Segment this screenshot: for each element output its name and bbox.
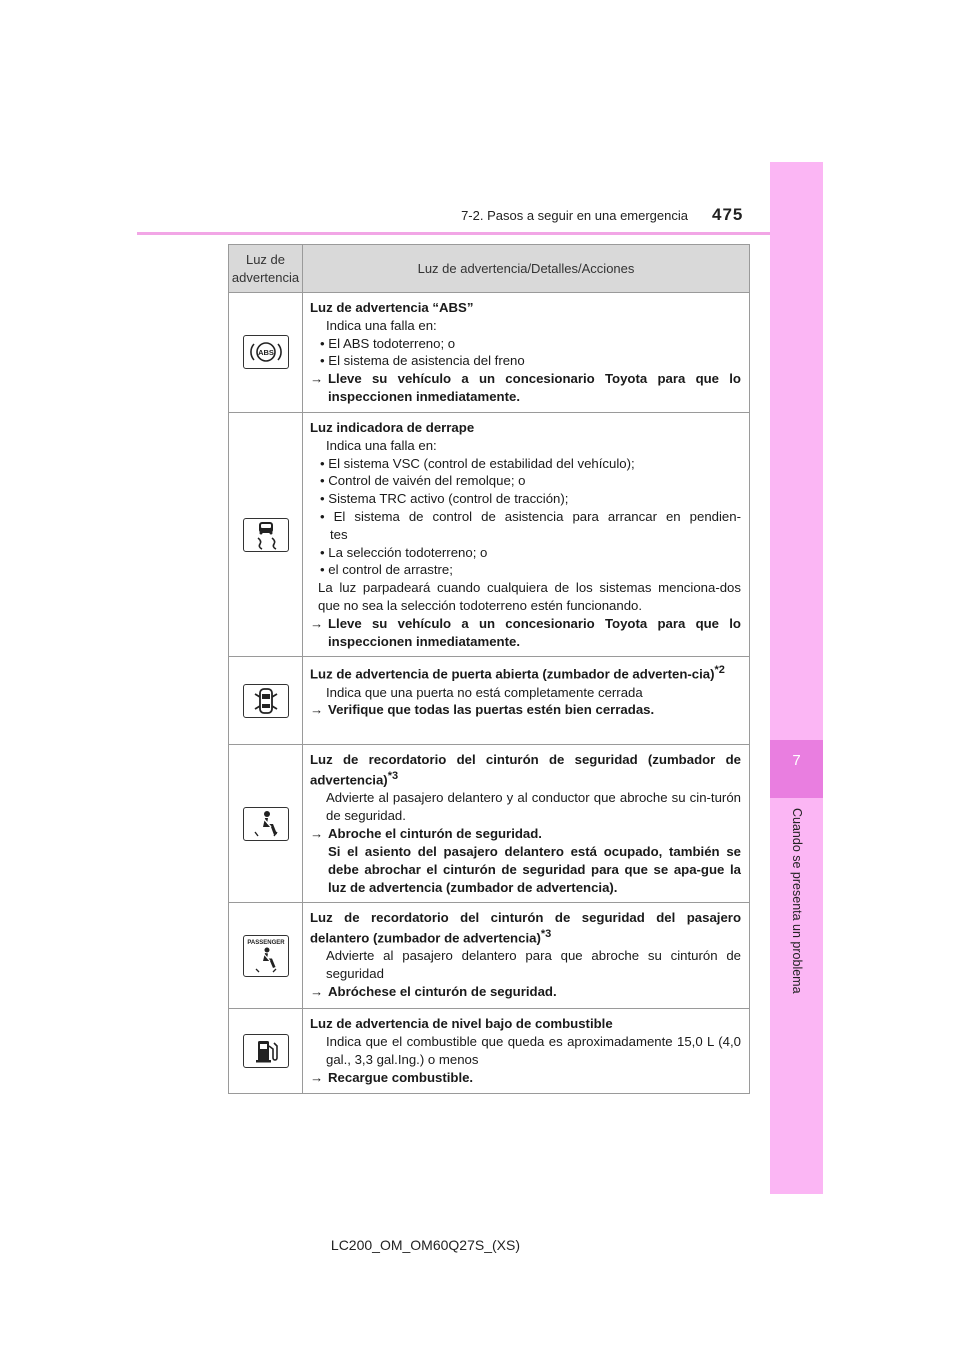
action-text: Recargue combustible. (328, 1069, 474, 1085)
passenger-seatbelt-icon (243, 935, 289, 977)
row-title: Luz de advertencia de nivel bajo de combustible (310, 1016, 613, 1032)
icon-cell (229, 1009, 303, 1093)
arrow-glyph: → (310, 371, 324, 387)
chapter-number: 7 (792, 752, 801, 769)
table-row (229, 412, 750, 657)
icon-cell (229, 657, 303, 745)
row-title-text: Luz de recordatorio del cinturón de seguridad (zumbador de advertencia) (310, 752, 741, 788)
chapter-title: Cuando se presenta un problema (790, 808, 804, 994)
row-action (310, 983, 741, 1001)
row-title-text: Luz de advertencia de puerta abierta (zumbador de adverten-cia) (310, 666, 715, 682)
arrow-glyph: → (310, 984, 324, 1000)
warning-lights-table (228, 244, 750, 1094)
row-intro: Indica una falla en: (326, 437, 437, 453)
row-description: Advierte al pasajero delantero y al conductor que abroche su cin-turón de seguridad. (326, 790, 741, 824)
icon-cell (229, 412, 303, 657)
footer-document-code: LC200_OM_OM60Q27S_(XS) (330, 1237, 520, 1253)
row-description: Advierte al pasajero delantero para que abroche su cinturón de seguridad (326, 948, 741, 982)
page-number: 475 (712, 205, 744, 224)
column-header-details: Luz de advertencia/Detalles/Acciones (303, 245, 750, 293)
arrow-glyph: → (310, 702, 324, 718)
row-title (310, 663, 741, 683)
row-description: Indica que el combustible que queda es aproximadamente 15,0 L (4,0 gal., 3,3 gal.Ing.) o menos (326, 1034, 741, 1068)
row-title: Luz indicadora de derrape (310, 419, 475, 435)
arrow-glyph: → (310, 826, 324, 842)
footnote-ref: *3 (540, 928, 552, 941)
action-text: Lleve su vehículo a un concesionario Toyota para que lo inspeccionen inmediatamente. (328, 371, 741, 405)
row-note: La luz parpadeará cuando cualquiera de los sistemas menciona-dos que no sea la selección todoterreno estén funcionando. (318, 580, 741, 613)
bullet-item: • El sistema de control de asistencia para arrancar en pendien- (320, 508, 741, 524)
header-rule (137, 232, 823, 235)
bullet-item: • Sistema TRC activo (control de tracción); (320, 491, 569, 507)
bullet-item: • El sistema de asistencia del freno (320, 353, 525, 369)
abs-warning-icon (243, 335, 289, 369)
footnote-ref: *3 (387, 770, 399, 783)
table-row (229, 903, 750, 1009)
table-header-row (229, 245, 750, 293)
abs-icon-label: ABS (257, 348, 274, 358)
chapter-number-tab (770, 740, 823, 798)
details-cell (303, 412, 750, 657)
details-cell (303, 903, 750, 1009)
row-title (310, 909, 741, 947)
bullet-item: • el control de arrastre; (320, 562, 453, 578)
action-note: Si el asiento del pasajero delantero está ocupado, también se debe abrochar el cinturón de seguridad para que se apa-gue la luz de advertencia (zumbador de advertencia). (328, 843, 741, 895)
details-cell (303, 1009, 750, 1093)
icon-cell (229, 293, 303, 413)
icon-cell (229, 745, 303, 903)
table-row (229, 293, 750, 413)
arrow-glyph: → (310, 615, 324, 631)
bullet-item: • El ABS todoterreno; o (320, 335, 456, 351)
row-title (310, 751, 741, 789)
row-title: Luz de advertencia “ABS” (310, 300, 474, 315)
arrow-glyph: → (310, 1069, 324, 1085)
row-intro: Indica una falla en: (326, 317, 437, 333)
action-text: Abróchese el cinturón de seguridad. (328, 984, 557, 1000)
details-cell (303, 745, 750, 903)
action-text: Abroche el cinturón de seguridad. (328, 826, 542, 842)
table-row (229, 1009, 750, 1093)
row-action (310, 825, 741, 843)
bullet-item: • El sistema VSC (control de estabilidad del vehículo); (320, 455, 635, 471)
bullet-item: • La selección todoterreno; o (320, 544, 488, 560)
row-description: Indica que una puerta no está completamente cerrada (326, 684, 643, 700)
slip-indicator-icon (243, 518, 289, 552)
passenger-icon-label: PASSENGER (246, 939, 285, 946)
row-action (310, 701, 741, 719)
details-cell (303, 657, 750, 745)
row-action (310, 370, 741, 406)
action-text: Lleve su vehículo a un concesionario Toyota para que lo inspeccionen inmediatamente. (328, 615, 741, 649)
details-cell (303, 293, 750, 413)
table-row (229, 657, 750, 745)
action-text: Verifique que todas las puertas estén bien cerradas. (328, 702, 655, 718)
table-row (229, 745, 750, 903)
column-header-warning-light: Luz de advertencia (229, 245, 303, 293)
section-title: 7-2. Pasos a seguir en una emergencia (461, 208, 688, 223)
row-action (310, 615, 741, 651)
seatbelt-reminder-icon (243, 807, 289, 841)
icon-cell (229, 903, 303, 1009)
row-title-text: Luz de recordatorio del cinturón de seguridad del pasajero delantero (zumbador de advertencia) (310, 910, 741, 946)
low-fuel-icon (243, 1034, 289, 1068)
bullet-item: • Control de vaivén del remolque; o (320, 473, 526, 489)
open-door-icon (243, 684, 289, 718)
footnote-ref: *2 (714, 664, 725, 677)
row-action (310, 1069, 741, 1087)
bullet-item-continuation: tes (330, 526, 348, 542)
